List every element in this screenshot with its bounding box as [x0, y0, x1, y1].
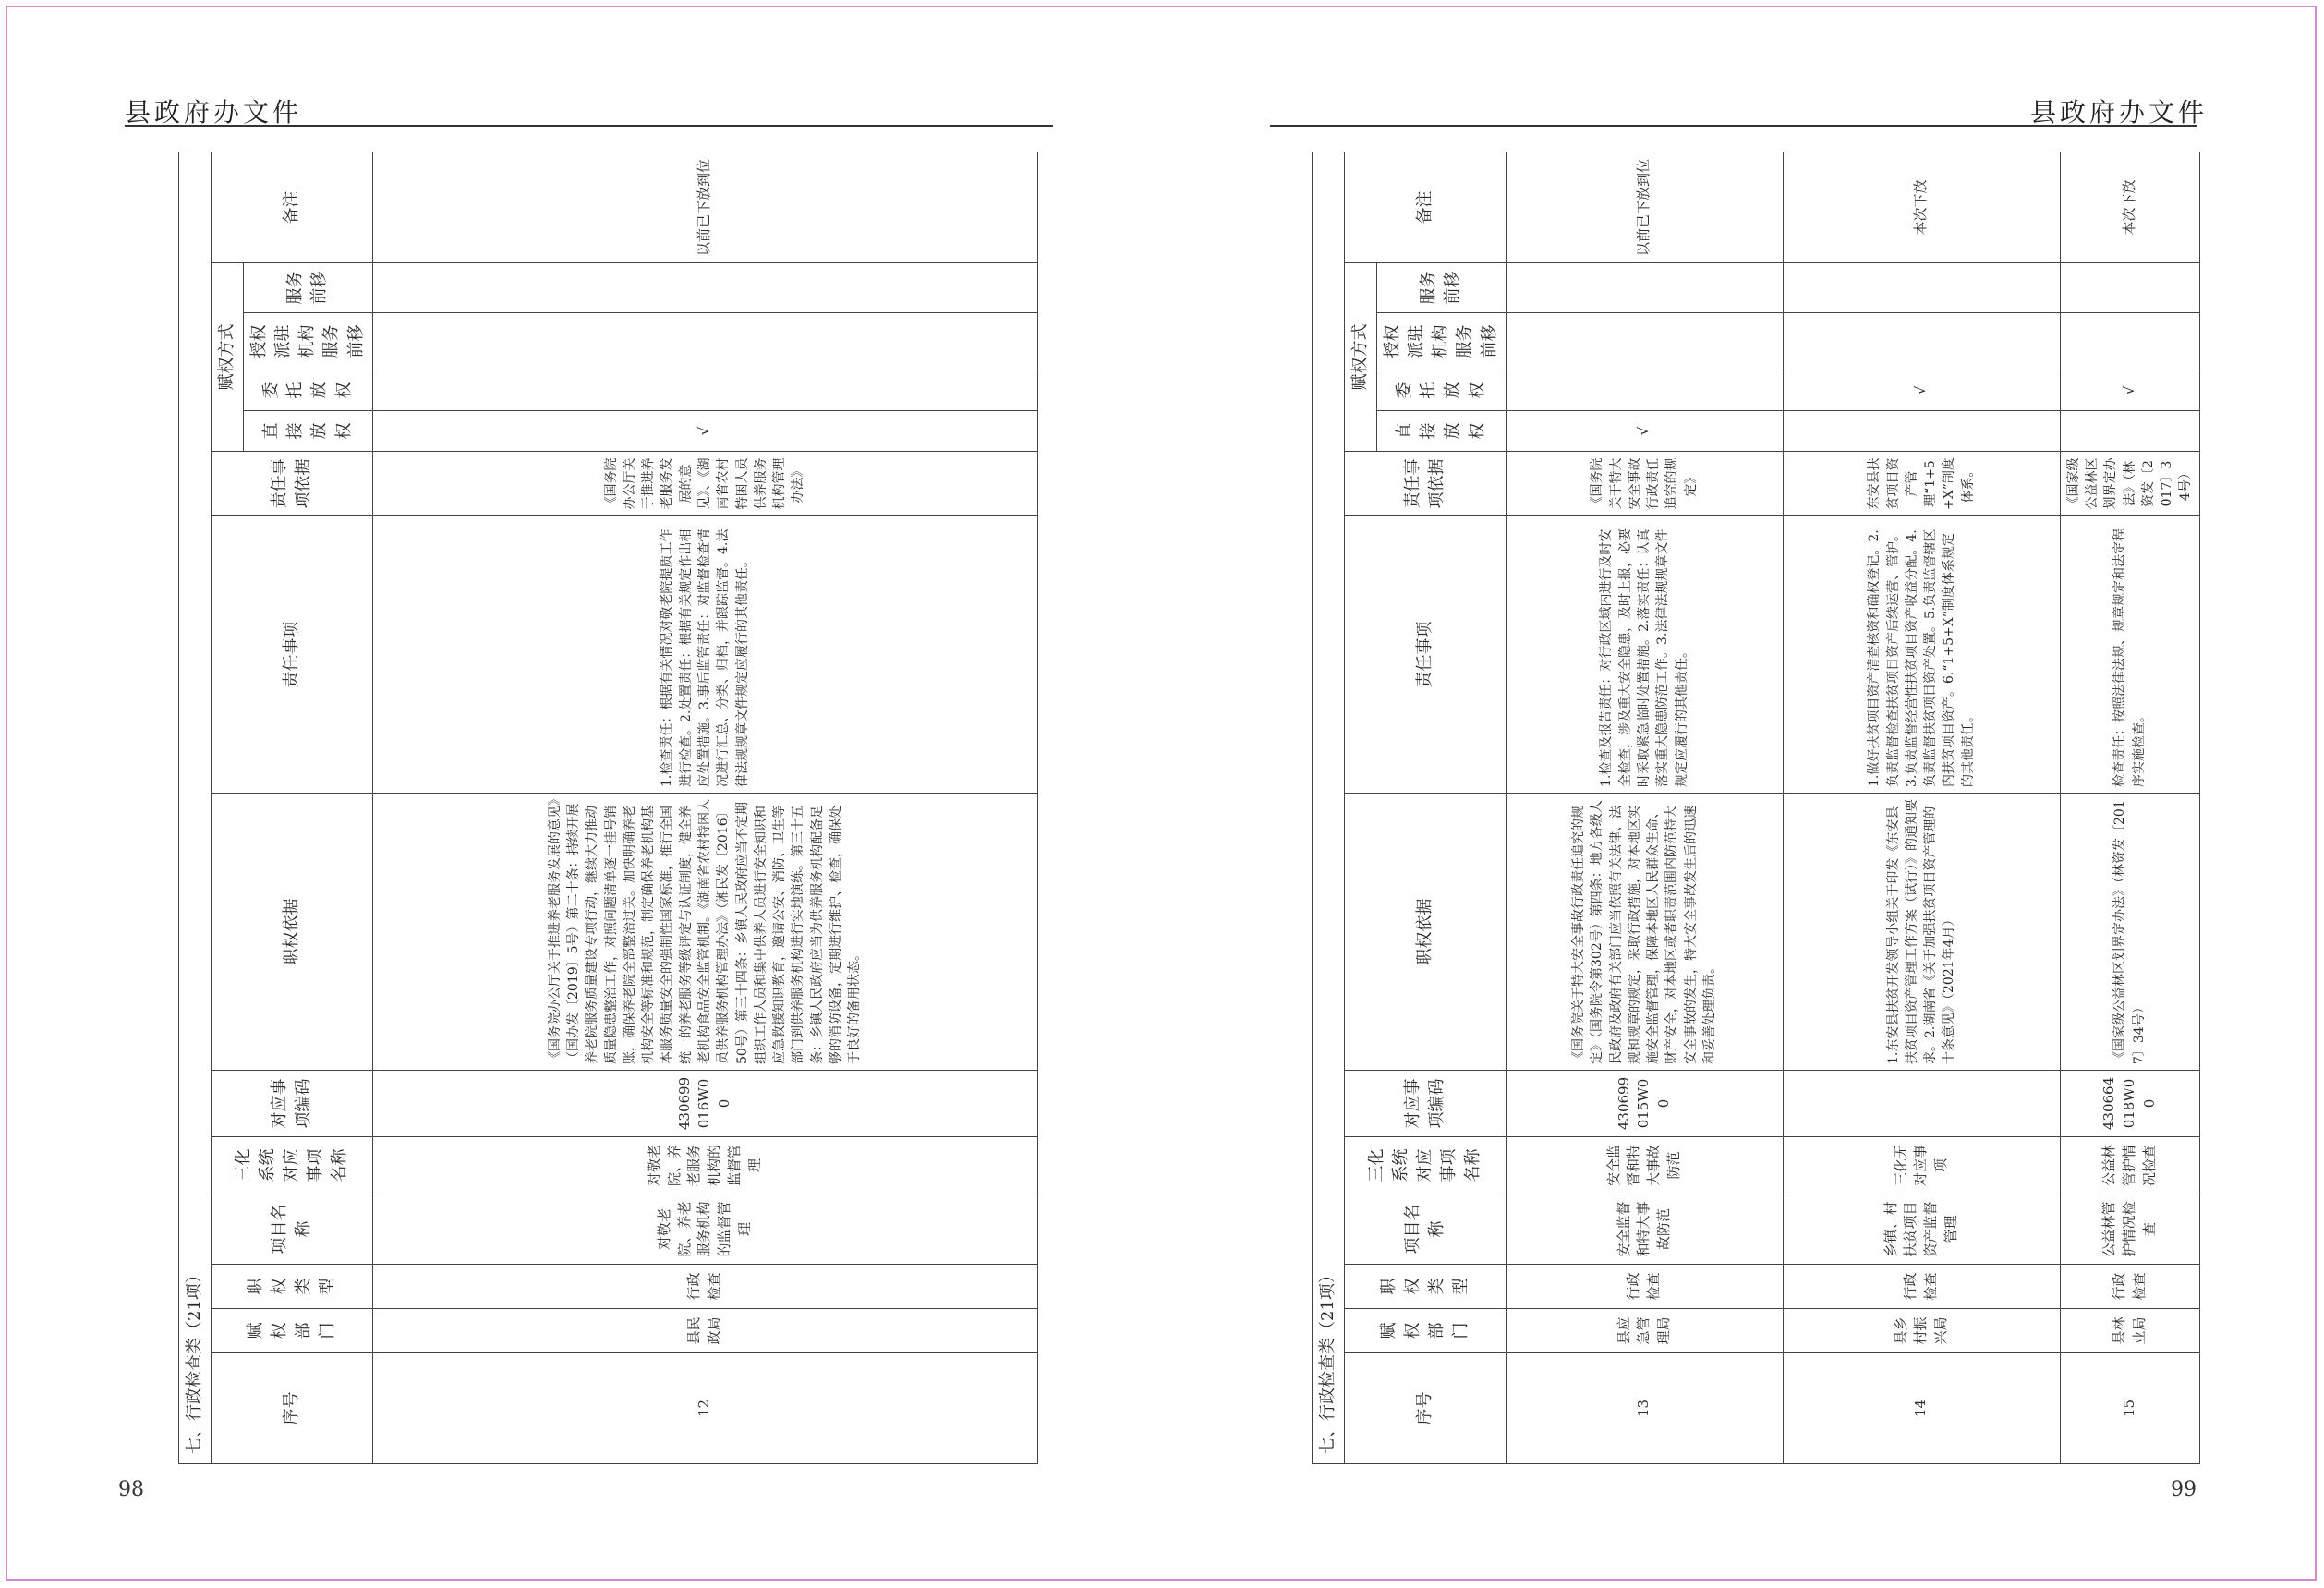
cell-seq: 13 [1506, 1353, 1783, 1464]
header-rule [125, 125, 1053, 127]
table-row [1506, 152, 1783, 1463]
cell-direct: √ [1506, 411, 1783, 452]
cell-code: 430699016W00 [372, 1071, 1037, 1137]
header-row-1 [1345, 152, 1377, 1463]
cell-authorize [2060, 313, 2199, 370]
cell-sysname: 公益林管护情况检查 [2060, 1137, 2199, 1194]
cell-authorize [372, 313, 1037, 370]
table-row [2060, 152, 2199, 1463]
page-header-title: 县政府办文件 [2030, 97, 2209, 127]
cell-type: 行政检查 [2060, 1265, 2199, 1309]
right-table-rotated [1312, 152, 2194, 1464]
col-service-header: 服务前移 [244, 263, 372, 313]
col-authorize-header: 授权派驻机构服务前移 [244, 313, 372, 370]
cell-dept: 县林业局 [2060, 1309, 2199, 1353]
cell-remark: 本次下放 [2060, 152, 2199, 262]
cell-type: 行政检查 [372, 1265, 1037, 1309]
col-authorize-header: 授权派驻机构服务前移 [1377, 313, 1506, 370]
cell-direct: √ [372, 411, 1037, 452]
col-method-header: 赋权方式 [1345, 263, 1377, 452]
col-type-header: 职权类型 [1345, 1265, 1507, 1309]
cell-seq: 15 [2060, 1353, 2199, 1464]
cell-seq: 12 [372, 1353, 1037, 1464]
left-table-rotated [178, 152, 1000, 1464]
col-direct-header: 直接放权 [1377, 411, 1506, 452]
cell-name: 公益林管护情况检查 [2060, 1194, 2199, 1265]
cell-remark: 本次下放 [1783, 152, 2060, 262]
cell-name: 安全监督和特大事故防范 [1506, 1194, 1783, 1265]
cell-entrust: √ [2060, 370, 2199, 411]
col-dutybasis-header: 责任事项依据 [212, 452, 373, 516]
section-title-row [179, 152, 212, 1463]
cell-seq: 14 [1783, 1353, 2060, 1464]
col-basis-header: 职权依据 [1345, 794, 1507, 1071]
cell-duty: 1.检查责任：根据有关情况对敬老院提质工作进行检查。2.处置责任：根据有关规定作出相应处置措施。3.事后监管责任：对监督检查情况进行汇总、分类、归档，并跟踪监督。4.法律法规规章文件规定应履行的其他责任。 [372, 516, 1037, 794]
table-row [1783, 152, 2060, 1463]
col-direct-header: 直接放权 [244, 411, 372, 452]
cell-service [1783, 263, 2060, 313]
cell-name: 乡镇、村扶贫项目资产监督管理 [1783, 1194, 2060, 1265]
col-code-header: 对应事项编码 [1345, 1071, 1507, 1137]
col-duty-header: 责任事项 [1345, 516, 1507, 794]
col-method-header: 赋权方式 [212, 263, 244, 452]
cell-authorize [1506, 313, 1783, 370]
right-page [1162, 0, 2324, 1588]
cell-type: 行政检查 [1506, 1265, 1783, 1309]
page-header-title: 县政府办文件 [125, 97, 303, 127]
cell-direct [2060, 411, 2199, 452]
cell-type: 行政检查 [1783, 1265, 2060, 1309]
col-name-header: 项目名称 [1345, 1194, 1507, 1265]
col-seq-header: 序号 [1345, 1353, 1507, 1464]
cell-sysname: 对敬老院、养老服务机构的监督管理 [372, 1137, 1037, 1194]
page-number: 99 [2171, 1478, 2197, 1501]
cell-service [1506, 263, 1783, 313]
cell-entrust [1506, 370, 1783, 411]
cell-entrust [372, 370, 1037, 411]
col-sysname-header: 三化系统对应事项名称 [1345, 1137, 1507, 1194]
col-dept-header: 赋权部门 [1345, 1309, 1507, 1353]
cell-remark: 以前已下放到位 [1506, 152, 1783, 262]
inspection-table-right [1312, 152, 2200, 1464]
col-sysname-header: 三化系统对应事项名称 [212, 1137, 373, 1194]
col-entrust-header: 委托放权 [244, 370, 372, 411]
inspection-table-left [178, 152, 1038, 1464]
cell-authorize [1783, 313, 2060, 370]
cell-remark: 以前已下放到位 [372, 152, 1037, 262]
cell-sysname: 安全监督和特大事故防范 [1506, 1137, 1783, 1194]
col-service-header: 服务前移 [1377, 263, 1506, 313]
cell-duty: 1.检查及报告责任：对行政区域内进行及时安全检查，涉及重大安全隐患，及时上报，必要时采取紧急临时处置措施。2.落实责任：认真落实重大隐患防范工作。3.法律法规规章文件规定应履行的其他责任。 [1506, 516, 1783, 794]
cell-duty: 1.做好扶贫项目资产清查核资和确权登记。2.负责监督检查扶贫项目资产后续运营、管护。3.负责监督经营性扶贫项目资产收益分配。4.负责监督扶贫项目资产处置。5.负责监督辖区内扶贫项目资产。6.“1+5+X”制度体系规定的其他责任。 [1783, 516, 2060, 794]
col-dept-header: 赋权部门 [212, 1309, 373, 1353]
col-name-header: 项目名称 [212, 1194, 373, 1265]
cell-code: 430664018W00 [2060, 1071, 2199, 1137]
cell-dept: 县应急管理局 [1506, 1309, 1783, 1353]
col-remark-header: 备注 [1345, 152, 1507, 262]
col-seq-header: 序号 [212, 1353, 373, 1464]
cell-direct [1783, 411, 2060, 452]
col-basis-header: 职权依据 [212, 794, 373, 1071]
col-remark-header: 备注 [212, 152, 373, 262]
table-row [372, 152, 1037, 1463]
cell-basis: 《国家级公益林区划界定办法》（林资发〔2017〕34号） [2060, 794, 2199, 1071]
cell-dutybasis: 《国务院办公厅关于推进养老服务发展的意见》、《湖南省农村特困人员供养服务机构管理办法》 [372, 452, 1037, 516]
col-dutybasis-header: 责任事项依据 [1345, 452, 1507, 516]
cell-service [372, 263, 1037, 313]
cell-dept: 县民政局 [372, 1309, 1037, 1353]
page-number: 98 [118, 1478, 144, 1501]
cell-code: 430699015W00 [1506, 1071, 1783, 1137]
section-title: 七、行政检查类（21项） [1313, 152, 1345, 1463]
cell-name: 对敬老院、养老服务机构的监督管理 [372, 1194, 1037, 1265]
cell-entrust: √ [1783, 370, 2060, 411]
cell-basis: 《国务院关于特大安全事故行政责任追究的规定》（国务院令第302号）第四条：地方各级人民政府及政府有关部门应当依照有关法律、法规和规章的规定，采取行政措施，对本地区实施安全监督管理，保障本地区人民群众生命、财产安全，对本地区或者职责范围内防范特大安全事故的发生，特大安全事故发生后的迅速和妥善处理负责。 [1506, 794, 1783, 1071]
col-code-header: 对应事项编码 [212, 1071, 373, 1137]
cell-service [2060, 263, 2199, 313]
col-duty-header: 责任事项 [212, 516, 373, 794]
cell-basis: 《国务院办公厅关于推进养老服务发展的意见》（国办发〔2019〕5号）第二十条：持续开展养老院服务质量建设专项行动，继续大力推动质量隐患整治工作，对照问题清单逐一挂号销账，确保养老院全部整治过关。加快明确养老机构安全等标准和规范，制定确保养老机构基本服务质量安全的强制性国家标准，推行全国统一的养老服务等级评定与认证制度，健全养老机构食品安全监管机制。《湖南省农村特困人员供养服务机构管理办法》（湘民发〔2016〕50号）第三十四条：乡镇人民政府应当不定期组织工作人员和集中供养人员进行安全知识和应急救援知识教育，邀请公安、消防、卫生等部门到供养服务机构进行实地演练。第三十五条：乡镇人民政府应当为供养服务机构配备足够的消防设备，定期进行维护、检查，确保处于良好的备用状态。 [372, 794, 1037, 1071]
cell-dutybasis: 东安县扶贫项目资产管理“1+5+X”制度体系。 [1783, 452, 2060, 516]
col-type-header: 职权类型 [212, 1265, 373, 1309]
section-title-row [1313, 152, 1345, 1463]
cell-dutybasis: 《国家级公益林区划界定办法》（林资发〔2017〕34号） [2060, 452, 2199, 516]
cell-duty: 检查责任：按照法律法规、规章规定和法定程序实施检查。 [2060, 516, 2199, 794]
header-row-1 [212, 152, 244, 1463]
cell-basis: 1.东安县扶贫开发领导小组关于印发《东安县扶贫项目资产管理工作方案（试行）》的通知要求。2.湖南省《关于加强扶贫项目资产管理的十条意见》（2021年4月） [1783, 794, 2060, 1071]
cell-dept: 县乡村振兴局 [1783, 1309, 2060, 1353]
cell-code [1783, 1071, 2060, 1137]
section-title: 七、行政检查类（21项） [179, 152, 212, 1463]
cell-sysname: 三化无对应事项 [1783, 1137, 2060, 1194]
cell-dutybasis: 《国务院关于特大安全事故行政责任追究的规定》 [1506, 452, 1783, 516]
col-entrust-header: 委托放权 [1377, 370, 1506, 411]
